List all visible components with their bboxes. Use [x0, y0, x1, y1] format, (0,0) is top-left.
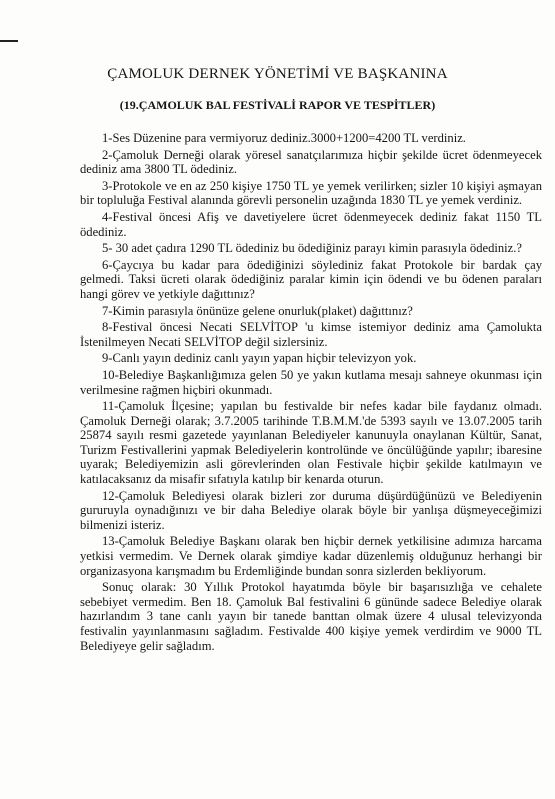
paragraph-10: 10-Belediye Başkanlığımıza gelen 50 ye yakın kutlama mesajı sahneye okunması için verilmesine rağmen hiçbiri okunmadı.: [80, 367, 542, 397]
paragraph-4: 4-Festival öncesi Afiş ve davetiyelere ücret ödenmeyecek dediniz fakat 1150 TL ödediniz.: [80, 209, 542, 239]
paragraph-2: 2-Çamoluk Derneği olarak yöresel sanatçılarımıza hiçbir şekilde ücret ödenmeyecek dediniz ama 3800 TL ödediniz.: [80, 147, 542, 177]
paragraph-3: 3-Protokole ve en az 250 kişiye 1750 TL ye yemek verilirken; sizler 10 kişiyi aşmayan bir topluluğa Festival alanında görevli personelin uzağında 1830 TL ye yemek verdiniz.: [80, 178, 542, 208]
paragraph-1: 1-Ses Düzenine para vermiyoruz dediniz.3000+1200=4200 TL verdiniz.: [102, 131, 466, 145]
margin-mark: [0, 40, 18, 42]
paragraph-6: 6-Çaycıya bu kadar para ödediğinizi söylediniz fakat Protokole bir bardak çay gelmedi. Taksi ücreti olarak ödediğiniz paralar kimin için ödendi ve bu ödenen paraları hangi görev ve yetkiyle dağıttınız?: [80, 257, 542, 301]
paragraph-8: 8-Festival öncesi Necati SELVİTOP 'u kimse istemiyor dediniz ama Çamolukta İstenilmeyen Necati SELVİTOP değil sizlersiniz.: [80, 320, 542, 349]
document-body: [80, 131, 542, 655]
document-title: ÇAMOLUK DERNEK YÖNETİMİ VE BAŞKANINA: [107, 66, 448, 82]
paragraph-7: 7-Kimin parasıyla önünüze gelene onurluk(plaket) dağıttınız?: [102, 303, 413, 318]
paragraph-11: 11-Çamoluk İlçesine; yapılan bu festivalde bir nefes kadar bile faydanız olmadı. Çamoluk Derneği olarak; 3.7.2005 tarihinde T.B.M.M.'de 5393 sayılı ve 13.07.2005 tarih 25874 sayılı resmi gazetede yayınlanan Belediyeler kanunuyla onaylanan Kültür, Sanat, Turizm Festivallerini yapmak Belediyelerin kontrolünde ve öncülüğünde yapılır; ibaresine uyarak; Belediyemizin asli görevlerinden olan Festivale hiçbir şekilde katılmayın ve katılacaksanız da misafir sıfatıyla katılıp bir kenarda oturun.: [80, 399, 542, 487]
paragraph-12: 12-Çamoluk Belediyesi olarak bizleri zor duruma düşürdüğünüzü ve Belediyenin gururuyla oynadığınızı ve bir daha Belediye olarak böyle bir yanlışa düşmeyeceğimizi bilmenizi isteriz.: [80, 488, 542, 532]
conclusion-paragraph: Sonuç olarak: 30 Yıllık Protokol hayatımda böyle bir başarısızlığa ve cehalete sebebiyet vermedim. Ben 18. Çamoluk Bal festivalini 6 gününde sadece Belediye olarak hazırlandım 3 tane canlı yayın bir tanede banttan olmak üzere 4 ulusal televizyonda festivalin yayınlanmasını sağladım. Festivalde 400 kişiye yemek verdirdim ve 9000 TL Belediyeye gelir sağladım.: [80, 580, 542, 653]
paragraph-9: 9-Canlı yayın dediniz canlı yayın yapan hiçbir televizyon yok.: [102, 351, 417, 366]
paragraph-13: 13-Çamoluk Belediye Başkanı olarak ben hiçbir dernek yetkilisine adımıza harcama yetkisi vermedim. Ve Dernek olarak şimdiye kadar düzenlemiş olduğunuz herhangi bir organizasyona karışmadım bu Erdemliğinde bundan sonra sizlerden bekliyorum.: [80, 534, 542, 578]
paragraph-5: 5- 30 adet çadıra 1290 TL ödediniz bu ödediğiniz parayı kimin parasıyla ödediniz.?: [102, 241, 523, 256]
document-subtitle: (19.ÇAMOLUK BAL FESTİVALİ RAPOR VE TESPİTLER): [119, 98, 436, 112]
